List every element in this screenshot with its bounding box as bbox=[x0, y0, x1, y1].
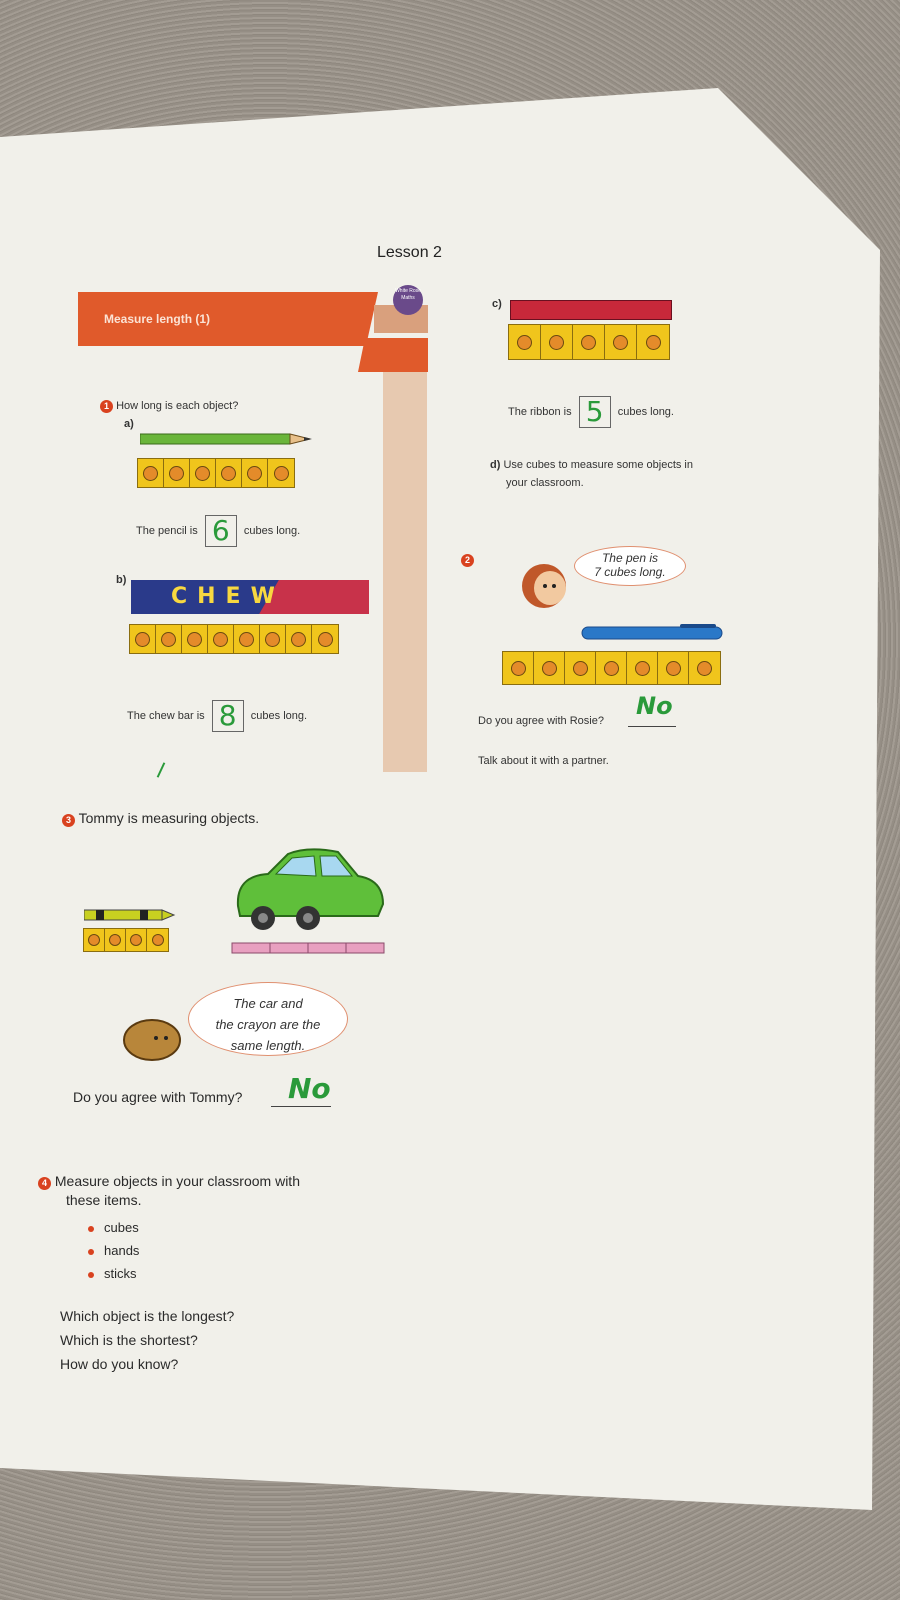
tommy-avatar bbox=[122, 1014, 184, 1062]
cube-row-q3 bbox=[83, 928, 169, 952]
q1-prompt-text: How long is each object? bbox=[116, 400, 239, 412]
cube bbox=[84, 929, 105, 951]
q1a-label: a) bbox=[124, 418, 134, 430]
tommy-speech-line3: same length. bbox=[230, 1038, 306, 1053]
crayon-image bbox=[84, 908, 176, 922]
cube bbox=[164, 459, 190, 487]
q1c-label: c) bbox=[492, 298, 502, 310]
list-item bbox=[88, 1266, 139, 1281]
list-item bbox=[88, 1243, 139, 1258]
cube bbox=[105, 929, 126, 951]
cube bbox=[312, 625, 338, 653]
q4-number: 4 bbox=[38, 1177, 51, 1190]
q1a-start: The pencil is bbox=[136, 524, 198, 537]
chew-bar-text: CHEW bbox=[171, 584, 285, 609]
cube bbox=[658, 652, 689, 684]
column-divider bbox=[383, 372, 427, 772]
cube bbox=[565, 652, 596, 684]
cube bbox=[268, 459, 294, 487]
cube bbox=[147, 929, 168, 951]
cube bbox=[509, 325, 541, 359]
cube bbox=[126, 929, 147, 951]
cube bbox=[573, 325, 605, 359]
car-image bbox=[228, 846, 388, 938]
bullet-icon bbox=[88, 1249, 94, 1255]
cube-row-a bbox=[137, 458, 295, 488]
cube bbox=[286, 625, 312, 653]
cube-row-q2 bbox=[502, 651, 721, 685]
cube bbox=[541, 325, 573, 359]
q2-followup: Talk about it with a partner. bbox=[478, 755, 609, 767]
pink-sticks-image bbox=[230, 940, 390, 956]
rosie-avatar bbox=[520, 560, 574, 608]
q4-shortest: Which is the shortest? bbox=[60, 1332, 198, 1348]
cube bbox=[534, 652, 565, 684]
q4-heading bbox=[38, 1172, 300, 1210]
q2-number-wrap bbox=[461, 550, 474, 568]
q1b-start: The chew bar is bbox=[127, 709, 205, 722]
cube bbox=[130, 625, 156, 653]
cube bbox=[637, 325, 669, 359]
q3-question: Do you agree with Tommy? bbox=[73, 1089, 243, 1105]
banner-title: Measure length (1) bbox=[104, 312, 211, 326]
q3-title: Tommy is measuring objects. bbox=[78, 810, 260, 826]
tommy-speech-line2: the crayon are the bbox=[215, 1017, 321, 1032]
cube bbox=[627, 652, 658, 684]
q1b-answer-box[interactable]: 8 bbox=[212, 700, 244, 732]
q1b-sentence bbox=[127, 700, 307, 732]
cube bbox=[190, 459, 216, 487]
item-label: cubes bbox=[104, 1220, 139, 1235]
q1c-answer-box[interactable]: 5 bbox=[579, 396, 611, 428]
pencil-image bbox=[140, 432, 320, 446]
cube bbox=[503, 652, 534, 684]
cube bbox=[596, 652, 627, 684]
q2-number: 2 bbox=[461, 554, 474, 567]
q4-title-line2: these items. bbox=[66, 1192, 142, 1208]
q1c-start: The ribbon is bbox=[508, 405, 572, 418]
list-item bbox=[88, 1220, 139, 1235]
q4-item-list bbox=[88, 1220, 139, 1289]
cube-row-b bbox=[129, 624, 339, 654]
q4-longest: Which object is the longest? bbox=[60, 1308, 235, 1324]
q3-answer[interactable]: No bbox=[288, 1072, 331, 1105]
pen-image bbox=[580, 622, 730, 644]
q1d-line1: Use cubes to measure some objects in bbox=[503, 459, 693, 471]
tommy-speech-bubble bbox=[188, 982, 348, 1056]
rosie-speech-bubble bbox=[574, 546, 686, 586]
q1d-line2: your classroom. bbox=[506, 477, 584, 489]
q2-question: Do you agree with Rosie? bbox=[478, 715, 604, 727]
q1b-label: b) bbox=[116, 574, 127, 586]
q1a-end: cubes long. bbox=[243, 524, 301, 537]
rosie-speech-line1: The pen is bbox=[601, 551, 659, 565]
q1d bbox=[490, 456, 693, 492]
cube bbox=[156, 625, 182, 653]
q4-questions bbox=[60, 1304, 234, 1376]
ribbon-image bbox=[510, 300, 672, 320]
q1c-end: cubes long. bbox=[617, 405, 674, 418]
q1a-sentence bbox=[136, 515, 300, 547]
logo: White Rose Maths bbox=[393, 285, 423, 315]
cube bbox=[234, 625, 260, 653]
q4-title-line1: Measure objects in your classroom with bbox=[54, 1173, 300, 1189]
cube bbox=[216, 459, 242, 487]
cube-row-c bbox=[508, 324, 670, 360]
q2-answer[interactable]: No bbox=[636, 692, 673, 720]
cube bbox=[242, 459, 268, 487]
tommy-speech-line1: The car and bbox=[233, 996, 303, 1011]
q3-answer-line bbox=[271, 1106, 331, 1107]
cube bbox=[208, 625, 234, 653]
cube bbox=[182, 625, 208, 653]
bullet-icon bbox=[88, 1226, 94, 1232]
q1-number: 1 bbox=[100, 400, 113, 413]
q1b-end: cubes long. bbox=[250, 709, 308, 722]
lesson-title: Lesson 2 bbox=[377, 244, 442, 261]
q1a-answer-box[interactable]: 6 bbox=[205, 515, 237, 547]
cube bbox=[138, 459, 164, 487]
chew-bar-image bbox=[131, 580, 369, 614]
cube bbox=[605, 325, 637, 359]
q1-prompt bbox=[100, 400, 238, 413]
rosie-speech-line2: 7 cubes long. bbox=[594, 565, 666, 579]
q3-number: 3 bbox=[62, 814, 75, 827]
bullet-icon bbox=[88, 1272, 94, 1278]
q4-how: How do you know? bbox=[60, 1356, 179, 1372]
item-label: hands bbox=[104, 1243, 140, 1258]
q2-answer-line bbox=[628, 726, 676, 727]
item-label: sticks bbox=[104, 1266, 137, 1281]
cube bbox=[260, 625, 286, 653]
q1d-label: d) bbox=[490, 459, 501, 471]
banner-accent-2 bbox=[358, 338, 428, 372]
q3-heading bbox=[62, 810, 259, 827]
q1c-sentence bbox=[508, 396, 674, 428]
cube bbox=[689, 652, 720, 684]
